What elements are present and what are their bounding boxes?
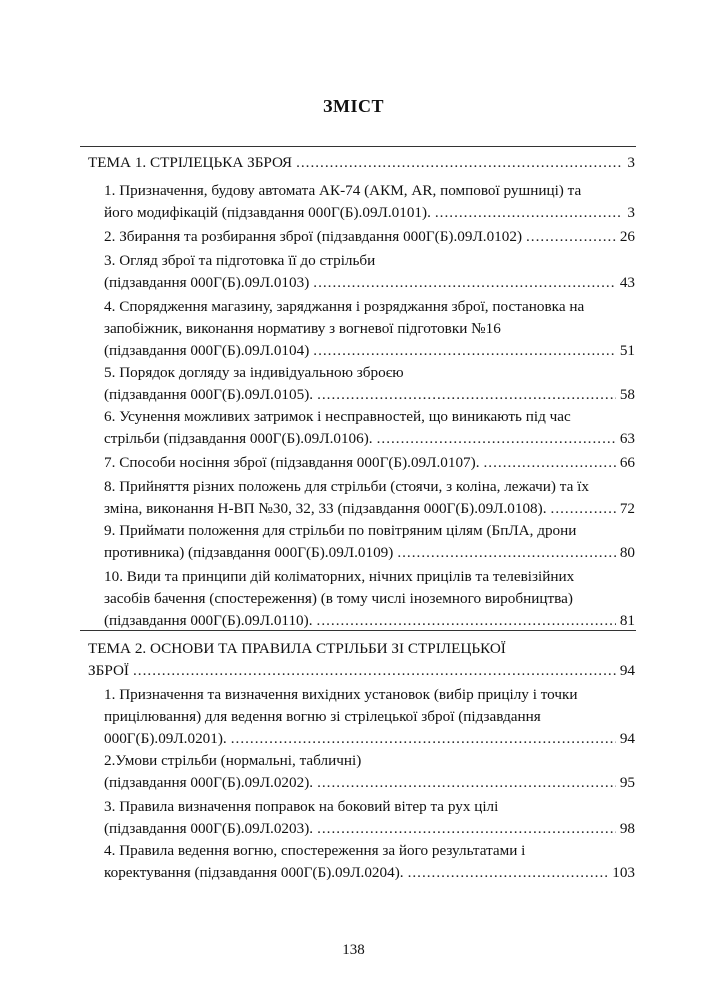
toc-theme-2-title-cont: ЗБРОЇ [88,662,129,679]
toc-item-text: 2.Умови стрільби (нормальні, табличні) [104,752,362,769]
toc-item-text: 2. Збирання та розбирання зброї (підзавдання 000Г(Б).09Л.0102) [104,228,522,245]
toc-item-text: прицілювання) для ведення вогню зі стрілецької зброї (підзавдання [104,708,541,725]
toc-item-text: (підзавдання 000Г(Б).09Л.0202). [104,774,314,791]
toc-item-text: 1. Призначення, будову автомата АК-74 (АКМ, AR, помпової рушниці) та [104,182,582,199]
toc-theme-1-page: 3 [627,154,635,171]
toc-item-text: 9. Приймати положення для стрільби по повітряним цілям (БпЛА, дрони [104,522,577,539]
toc-item-text: (підзавдання 000Г(Б).09Л.0103) [104,274,310,291]
toc-item-page: 26 [619,228,635,245]
toc-item-text: 3. Правила визначення поправок на боковий вітер та рух цілі [104,798,499,815]
toc-item-text: (підзавдання 000Г(Б).09Л.0105). [104,386,314,403]
toc-item-text: 7. Способи носіння зброї (підзавдання 000Г(Б).09Л.0107). [104,454,480,471]
toc-item[interactable] [0,796,707,840]
toc-item[interactable] [0,180,707,224]
page-title: ЗМІСТ [323,96,384,116]
toc-item-page: 43 [619,274,635,291]
toc-theme-2[interactable] [0,638,707,682]
toc-item-page: 81 [619,612,635,629]
toc-theme-1[interactable] [0,152,707,174]
toc-item-page: 80 [619,544,635,561]
toc-item-page: 58 [619,386,635,403]
toc-item-text: 4. Правила ведення вогню, спостереження за його результатами і [104,842,526,859]
toc-item-text: запобіжник, виконання нормативу з вогневої підготовки №16 [104,320,501,337]
toc-item[interactable] [0,566,707,632]
toc-item[interactable] [0,750,707,794]
toc-item-page: 72 [619,500,635,517]
toc-item-page: 103 [612,864,635,881]
toc-item-text: 8. Прийняття різних положень для стрільби (стоячи, з коліна, лежачи) та їх [104,478,589,495]
divider-top [80,146,636,147]
toc-item-text: 6. Усунення можливих затримок і несправностей, що виникають під час [104,408,571,425]
toc-item[interactable] [0,362,707,406]
toc-item-page: 94 [619,730,635,747]
toc-item-text: 4. Спорядження магазину, заряджання і розряджання зброї, постановка на [104,298,585,315]
toc-item[interactable] [0,684,707,750]
toc-item-text: його модифікацій (підзавдання 000Г(Б).09Л.0101). [104,204,431,221]
toc-item-text: стрільби (підзавдання 000Г(Б).09Л.0106). [104,430,373,447]
toc-item-text: зміна, виконання Н-ВП №30, 32, 33 (підзавдання 000Г(Б).09Л.0108). [104,500,547,517]
toc-item[interactable] [0,250,707,294]
toc-item[interactable] [0,840,707,884]
toc-theme-2-page: 94 [619,662,635,679]
toc-item[interactable] [0,520,707,564]
toc-item-text: 3. Огляд зброї та підготовка її до стрільби [104,252,376,269]
toc-item-page: 98 [619,820,635,837]
toc-item-text: (підзавдання 000Г(Б).09Л.0110). [104,612,313,629]
toc-item-page: 95 [619,774,635,791]
toc-item-text: (підзавдання 000Г(Б).09Л.0104) [104,342,310,359]
toc-item[interactable] [0,226,707,248]
toc-item-text: 000Г(Б).09Л.0201). [104,730,227,747]
toc-theme-2-title: ТЕМА 2. ОСНОВИ ТА ПРАВИЛА СТРІЛЬБИ ЗІ СТРІЛЕЦЬКОЇ [88,640,506,657]
toc-theme-1-title: ТЕМА 1. СТРІЛЕЦЬКА ЗБРОЯ [88,154,293,171]
toc-item-text: 1. Призначення та визначення вихідних установок (вибір прицілу і точки [104,686,578,703]
toc-item-text: противника) (підзавдання 000Г(Б).09Л.0109) [104,544,394,561]
toc-item[interactable] [0,476,707,520]
toc-item-page: 66 [619,454,635,471]
toc-item[interactable] [0,452,707,474]
toc-item-page: 51 [619,342,635,359]
page-number: 138 [342,942,365,958]
toc-item[interactable] [0,406,707,450]
toc-item-text: коректування (підзавдання 000Г(Б).09Л.0204). [104,864,404,881]
toc-item-text: 5. Порядок догляду за індивідуальною зброєю [104,364,404,381]
toc-item-text: 10. Види та принципи дій коліматорних, нічних прицілів та телевізійних [104,568,575,585]
divider-middle [80,630,636,631]
toc-item-text: засобів бачення (спостереження) (в тому числі іноземного виробництва) [104,590,573,607]
toc-item[interactable] [0,296,707,362]
toc-item-page: 3 [627,204,635,221]
toc-item-page: 63 [619,430,635,447]
toc-item-text: (підзавдання 000Г(Б).09Л.0203). [104,820,314,837]
